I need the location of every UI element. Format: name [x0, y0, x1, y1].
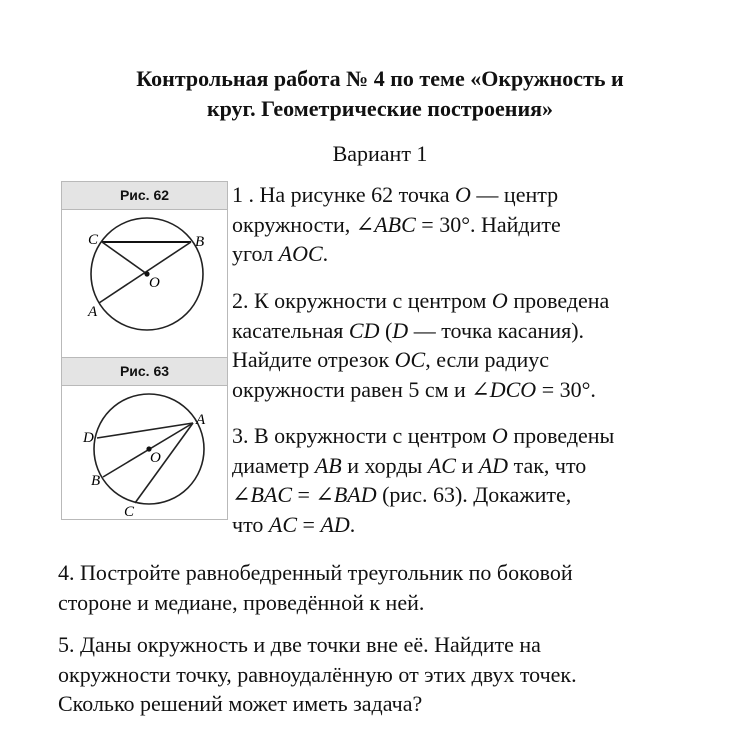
problem-3-text: = ∠ — [292, 482, 334, 507]
problem-1 — [232, 180, 561, 269]
figure-63-diagram — [62, 386, 227, 519]
figure-63-caption: Рис. 63 — [62, 358, 227, 386]
problem-3-var: AB — [314, 452, 342, 478]
problem-4-line: 4. Постройте равнобедренный треугольник по боковой — [58, 560, 573, 585]
problem-1-var: ABC — [374, 211, 416, 237]
problem-3-text: . — [349, 511, 356, 537]
problem-3-text: ∠ — [232, 482, 251, 507]
problem-3-var: AC — [427, 452, 456, 478]
figure-62 — [61, 181, 228, 361]
title-line-2: круг. Геометрические построения» — [206, 96, 554, 121]
problem-2-text: ( — [379, 317, 393, 343]
fig63-label-d: D — [83, 430, 94, 446]
fig63-label-c: C — [124, 504, 135, 519]
problem-3-text: (рис. 63). Докажите, — [376, 482, 572, 507]
problem-3-text: и — [455, 452, 479, 478]
problem-1-text: . — [322, 241, 329, 266]
problem-3-var: AC — [268, 511, 298, 537]
problem-2-var: DCO — [489, 376, 537, 402]
fig62-segment-co — [102, 242, 147, 274]
problem-5-line: 5. Даны окружность и две точки вне её. Найдите на — [58, 632, 541, 657]
fig62-label-a: A — [88, 304, 98, 320]
problem-2-var: OC — [394, 347, 426, 372]
problem-4 — [58, 558, 573, 617]
problem-1-text: окружности, ∠ — [232, 211, 375, 237]
problem-3-var: BAC — [250, 482, 292, 507]
problem-2-text: 2. К окружности с центром — [232, 288, 492, 313]
problem-3-var: O — [491, 423, 508, 448]
problem-3-text: = — [297, 511, 321, 537]
problem-3-text: так, что — [508, 452, 587, 478]
problem-1-var: O — [455, 182, 471, 207]
problem-2 — [232, 286, 609, 404]
fig62-label-b: B — [195, 234, 205, 250]
problem-2-var: D — [392, 317, 409, 343]
problem-1-text: 1 . На рисунке 62 точка — [232, 182, 456, 207]
problem-5-line: Сколько решений может иметь задача? — [58, 691, 423, 716]
problem-2-text: касательная — [232, 317, 349, 343]
figure-62-caption: Рис. 62 — [62, 182, 227, 210]
worksheet-title — [60, 64, 700, 124]
problem-2-text: окружности равен 5 см и ∠ — [232, 376, 490, 402]
figure-62-diagram — [62, 210, 227, 360]
problem-5-line: окружности точку, равноудалённую от этих двух точек. — [58, 661, 577, 687]
fig62-label-c: C — [88, 232, 99, 248]
problem-3-text: проведены — [507, 423, 615, 448]
problem-3-text: и хорды — [341, 452, 428, 478]
problem-2-var: O — [491, 288, 508, 313]
problem-2-text: , если радиус — [425, 347, 550, 372]
fig63-label-o: O — [150, 450, 161, 466]
problem-3-var: BAD — [333, 482, 377, 507]
figure-63 — [61, 357, 228, 520]
problem-2-text: проведена — [507, 288, 610, 313]
problem-1-text: — центр — [470, 182, 559, 207]
fig63-label-a: A — [196, 412, 206, 428]
problem-3-text: 3. В окружности с центром — [232, 423, 492, 448]
problem-3 — [232, 421, 614, 539]
problem-4-line: стороне и медиане, проведённой к ней. — [58, 589, 425, 615]
problem-1-text: = 30°. Найдите — [415, 211, 561, 237]
problem-3-text: что — [232, 511, 269, 537]
problem-5 — [58, 630, 577, 719]
problem-2-text: Найдите отрезок — [232, 347, 395, 372]
fig63-chord-da — [97, 423, 193, 438]
problem-1-text: угол — [232, 241, 279, 266]
problem-2-text: = 30°. — [536, 376, 596, 402]
problem-2-text: — точка касания). — [408, 317, 585, 343]
problem-2-var: CD — [348, 317, 380, 343]
title-line-1: Контрольная работа № 4 по теме «Окружность и — [136, 66, 624, 91]
fig62-label-o: O — [149, 275, 160, 291]
variant-label: Вариант 1 — [332, 141, 428, 166]
problem-3-text: диаметр — [232, 452, 315, 478]
problem-1-var: AOC — [278, 241, 323, 266]
fig63-label-b: B — [91, 473, 101, 489]
problem-3-var: AD — [320, 511, 350, 537]
problem-3-var: AD — [478, 452, 509, 478]
